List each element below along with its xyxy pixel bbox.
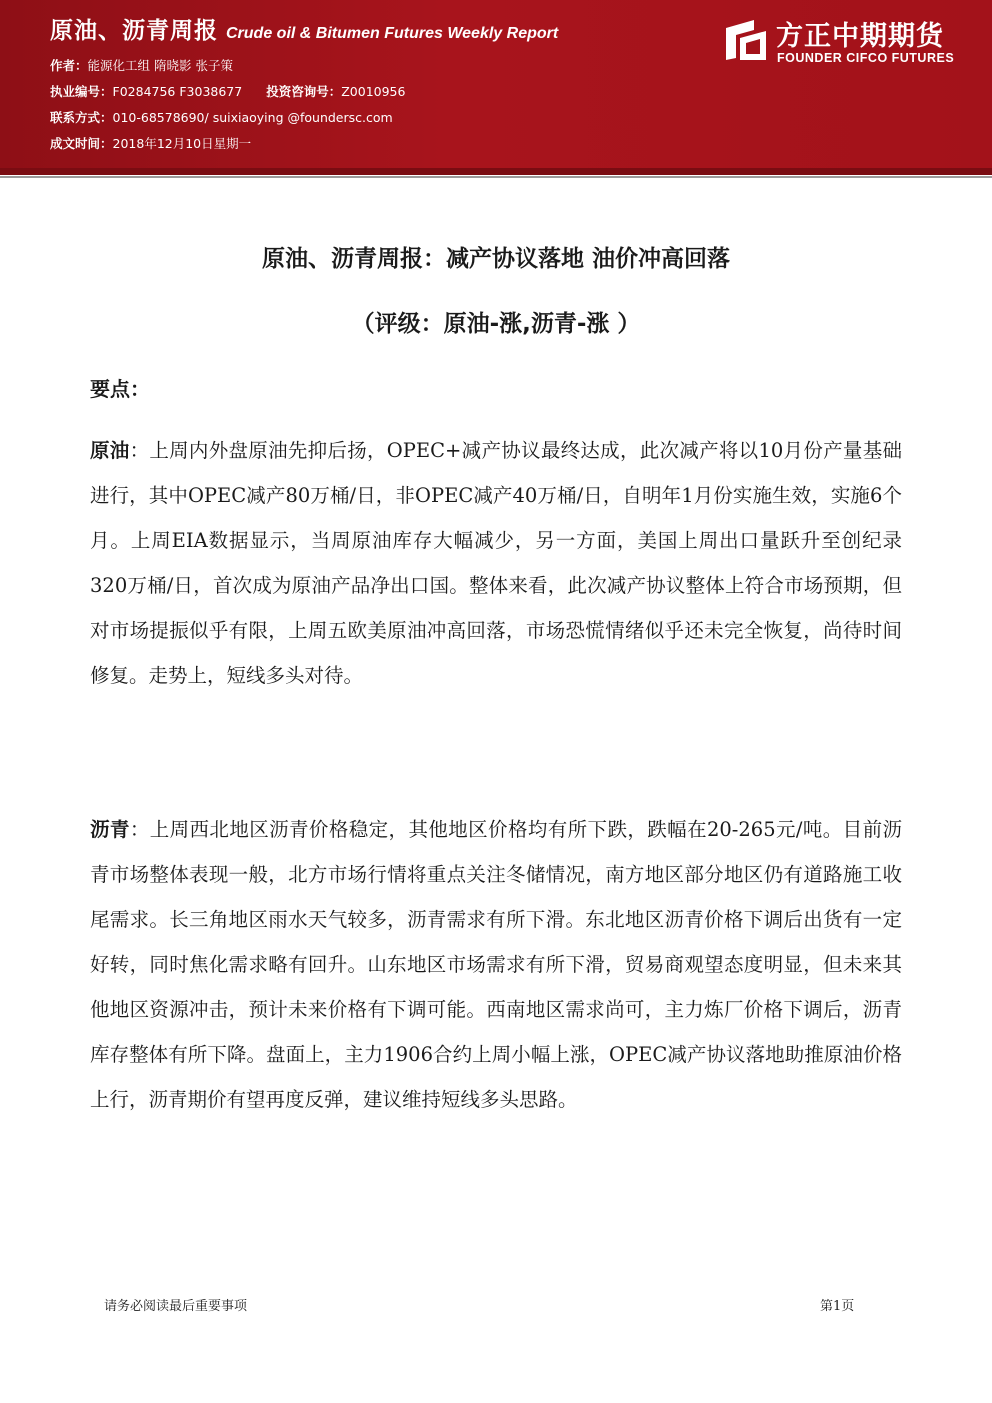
logo-text-cn: 方正中期期货 [776, 21, 944, 52]
date-value: 2018年12月10日星期一 [112, 136, 252, 151]
author-line [50, 56, 233, 74]
logo-text-en: FOUNDER CIFCO FUTURES [777, 51, 955, 65]
document-rating: （评级：原油-涨,沥青-涨 ） [351, 311, 641, 337]
document-title: 原油、沥青周报：减产协议落地 油价冲高回落 [261, 246, 730, 272]
company-logo [724, 14, 974, 68]
crude-oil-lead: 原油 [90, 439, 130, 462]
author-label: 作者： [50, 58, 88, 73]
founder-logo-icon [724, 18, 768, 62]
contact-value: 010-68578690/ suixiaoying @foundersc.com [112, 110, 393, 125]
license-label: 执业编号： [50, 84, 113, 99]
crude-oil-text: ：上周内外盘原油先抑后扬，OPEC+减产协议最终达成，此次减产将以10月份产量基础进行，其中OPEC减产80万桶/日，非OPEC减产40万桶/日，自明年1月份实施生效，实施6个月。上周EIA数据显示，当周原油库存大幅减少，另一方面，美国上周出口量跃升至创纪录320万桶/日，首次成为原油产品净出口国。整体来看，此次减产协议整体上符合市场预期，但对市场提振似乎有限，上周五欧美原油冲高回落，市场恐慌情绪似乎还未完全恢复，尚待时间修复。走势上，短线多头对待。 [90, 439, 902, 687]
bitumen-lead: 沥青 [90, 818, 130, 841]
license-value: F0284756 F3038677 [112, 84, 243, 99]
crude-oil-paragraph [90, 428, 902, 698]
bitumen-text: ：上周西北地区沥青价格稳定，其他地区价格均有所下跌，跌幅在20-265元/吨。目前沥青市场整体表现一般，北方市场行情将重点关注冬储情况，南方地区部分地区仍有道路施工收尾需求。长三角地区雨水天气较多，沥青需求有所下滑。东北地区沥青价格下调后出货有一定好转，同时焦化需求略有回升。山东地区市场需求有所下滑，贸易商观望态度明显，但未来其他地区资源冲击，预计未来价格有下调可能。西南地区需求尚可，主力炼厂价格下调后，沥青库存整体有所下降。盘面上，主力1906合约上周小幅上涨，OPEC减产协议落地助推原油价格上行，沥青期价有望再度反弹，建议维持短线多头思路。 [90, 818, 902, 1111]
header-divider [0, 168, 992, 175]
advisor-value: Z0010956 [341, 84, 406, 99]
header-title-cn: 原油、沥青周报 [50, 18, 218, 44]
header-title-row [50, 12, 558, 45]
advisor-label: 投资咨询号： [266, 84, 342, 99]
report-header [0, 0, 992, 168]
contact-label: 联系方式： [50, 110, 113, 125]
bitumen-paragraph [90, 807, 902, 1122]
header-divider-thin [0, 176, 992, 178]
license-line [50, 82, 405, 100]
footer-disclaimer: 请务必阅读最后重要事项 [104, 1299, 248, 1314]
date-line [50, 134, 251, 152]
author-value: 能源化工组 隋晓影 张子策 [87, 58, 233, 73]
footer-page-number: 第1页 [820, 1299, 855, 1314]
keypoints-heading: 要点： [90, 377, 150, 401]
date-label: 成文时间： [50, 136, 113, 151]
header-title-en: Crude oil & Bitumen Futures Weekly Report [226, 25, 559, 42]
contact-line [50, 108, 393, 126]
